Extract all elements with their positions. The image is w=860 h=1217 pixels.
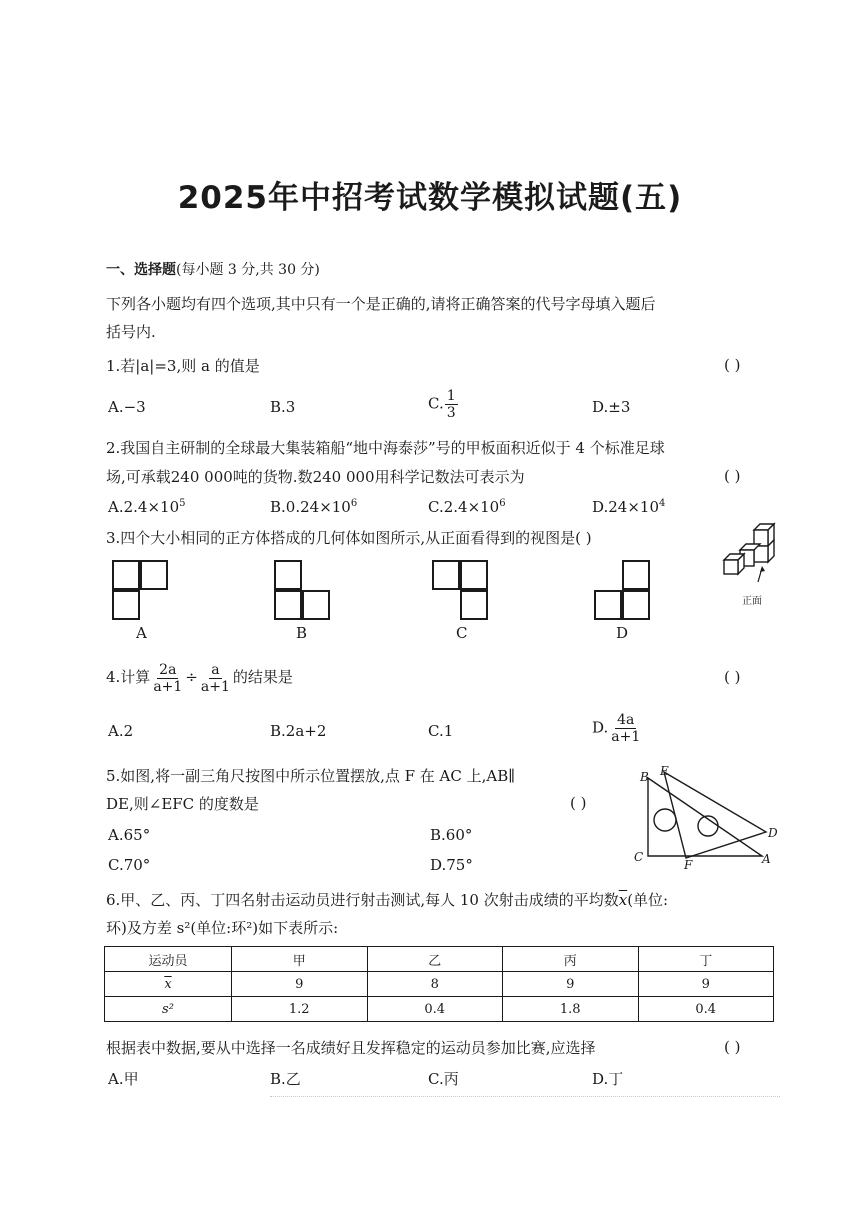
fraction-denominator: a+1: [153, 678, 183, 695]
q4-stem: [106, 660, 293, 695]
fraction-numerator: 2a: [159, 661, 177, 678]
q2-line-1: 2.我国自主研制的全球最大集装箱船“地中海泰莎”号的甲板面积近似于 4 个标准足球: [106, 439, 665, 457]
table-header-cell: 乙: [367, 947, 503, 972]
q5-option-a: A.65°: [108, 826, 151, 844]
q3-figure-a: [112, 560, 172, 624]
table-cell: 9: [638, 972, 774, 997]
q5-point-f: F: [684, 858, 693, 872]
q3-stem: 3.四个大小相同的正方体搭成的几何体如图所示,从正面看得到的视图是( ): [106, 529, 592, 547]
q6-score-table: [104, 946, 774, 1022]
fraction-denominator: 3: [446, 405, 456, 421]
q6-option-c: C.丙: [428, 1070, 459, 1088]
option-text: D.24×10: [592, 498, 660, 516]
q6-option-b: B.乙: [270, 1070, 301, 1088]
table-row-label: s²: [105, 997, 232, 1022]
q4-option-b: B.2a+2: [270, 722, 327, 740]
fraction-numerator: 1: [446, 388, 456, 404]
section-heading: [106, 260, 320, 280]
fraction-numerator: 4a: [617, 712, 635, 728]
table-header-cell: 丙: [503, 947, 639, 972]
q1-option-a: A.−3: [108, 398, 146, 416]
q6-line-2: 环)及方差 s²(单位:环²)如下表所示:: [106, 919, 339, 937]
divide-sign: ÷: [185, 668, 198, 686]
q5-answer-paren: ( ): [570, 794, 587, 812]
q3-figure-b: [274, 560, 334, 624]
table-cell: 8: [367, 972, 503, 997]
q6-line-1-suffix: (单位:: [627, 891, 669, 909]
q1-option-b: B.3: [270, 398, 296, 416]
q5-line-1: 5.如图,将一副三角尺按图中所示位置摆放,点 F 在 AC 上,AB∥: [106, 767, 516, 785]
option-exponent: 6: [499, 498, 506, 509]
q5-line-2: DE,则∠EFC 的度数是: [106, 795, 259, 813]
q5-point-c: C: [634, 850, 644, 864]
q2-option-b: [270, 498, 357, 516]
table-row: [105, 972, 774, 997]
q6-question: 根据表中数据,要从中选择一名成绩好且发挥稳定的运动员参加比赛,应选择: [106, 1039, 596, 1057]
q1-option-c-fraction: [445, 388, 458, 421]
table-row-label: $\overline{x}$: [105, 972, 232, 997]
table-header-cell: 丁: [638, 947, 774, 972]
q5-point-b: B: [640, 770, 649, 784]
table-cell: 9: [232, 972, 368, 997]
table-cell: 0.4: [367, 997, 503, 1022]
option-text: C.2.4×10: [428, 498, 500, 516]
q4-fraction-2: [199, 662, 232, 695]
q6-xbar-symbol: $\overline{x}$: [618, 891, 628, 909]
q2-option-a: [108, 498, 186, 516]
option-text: B.0.24×10: [270, 498, 351, 516]
q3-label-c: C: [456, 624, 468, 642]
section-heading-label: 一、选择题: [106, 262, 176, 278]
q5-point-a: A: [762, 852, 771, 866]
q2-option-d: [592, 498, 665, 516]
q1-answer-paren: ( ): [724, 356, 741, 374]
q3-label-b: B: [296, 624, 308, 642]
q4-stem-prefix: 4.计算: [106, 668, 151, 686]
q1-option-c-label: C.: [428, 394, 444, 413]
q2-answer-paren: ( ): [724, 467, 741, 485]
q5-option-d: D.75°: [430, 856, 473, 874]
q4-option-a: A.2: [108, 722, 134, 740]
table-cell: 0.4: [638, 997, 774, 1022]
q2-line-2: 场,可承载240 000吨的货物.数240 000用科学记数法可表示为: [106, 468, 525, 486]
q4-option-d: [592, 712, 643, 745]
table-cell: 1.8: [503, 997, 639, 1022]
q4-stem-suffix: 的结果是: [232, 668, 293, 686]
q1-option-c: [428, 388, 459, 421]
q3-label-d: D: [616, 624, 629, 642]
section-score-note: (每小题 3 分,共 30 分): [176, 262, 320, 278]
option-text: A.2.4×10: [108, 498, 180, 516]
q3-label-a: A: [136, 624, 147, 642]
table-cell: 1.2: [232, 997, 368, 1022]
fraction-denominator: a+1: [611, 729, 641, 745]
q4-answer-paren: ( ): [724, 668, 741, 686]
q1-option-d: D.±3: [592, 398, 631, 416]
q4-fraction-1: [151, 662, 184, 695]
q5-option-b: B.60°: [430, 826, 473, 844]
q6-line-1: [106, 890, 668, 910]
instructions-line-1: 下列各小题均有四个选项,其中只有一个是正确的,请将正确答案的代号字母填入题后: [106, 295, 656, 313]
table-header-cell: 甲: [232, 947, 368, 972]
q1-stem: 1.若|a|=3,则 a 的值是: [106, 357, 260, 375]
option-exponent: 6: [350, 498, 358, 509]
table-cell: 9: [503, 972, 639, 997]
q2-option-c: [428, 498, 506, 516]
q6-option-d: D.丁: [592, 1070, 624, 1088]
instructions-line-2: 括号内.: [106, 323, 156, 341]
q5-point-e: E: [660, 764, 669, 778]
option-exponent: 4: [659, 498, 666, 509]
q5-option-c: C.70°: [108, 856, 151, 874]
fraction-numerator: a: [211, 661, 220, 678]
q3-solid-figure: [718, 522, 782, 592]
q5-point-d: D: [768, 826, 778, 840]
q6-answer-paren: ( ): [724, 1038, 741, 1056]
q3-front-label: 正面: [742, 596, 762, 607]
fraction-denominator: a+1: [200, 678, 230, 695]
table-row: [105, 997, 774, 1022]
q4-option-d-label: D.: [592, 718, 609, 737]
table-header-row: [105, 947, 774, 972]
q6-option-a: A.甲: [108, 1070, 139, 1088]
q3-figure-c: [432, 560, 492, 624]
q4-option-c: C.1: [428, 722, 454, 740]
table-header-cell: 运动员: [105, 947, 232, 972]
q6-line-1-prefix: 6.甲、乙、丙、丁四名射击运动员进行射击测试,每人 10 次射击成绩的平均数: [106, 891, 619, 909]
option-exponent: 5: [179, 498, 186, 509]
q3-figure-d: [594, 560, 654, 624]
scan-artifact-line: [270, 1096, 780, 1099]
q4-option-d-fraction: [609, 712, 642, 745]
page-title: 2025年中招考试数学模拟试题(五): [177, 180, 683, 216]
